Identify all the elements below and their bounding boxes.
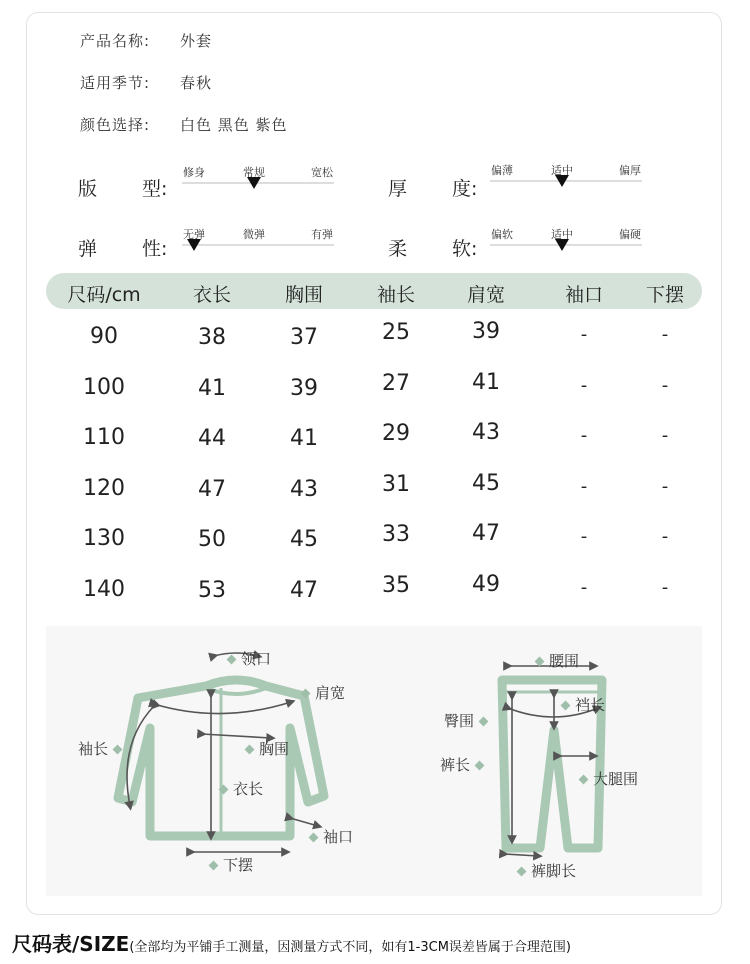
table-cell: 27 [382,370,410,396]
table-cell: - [580,374,588,396]
scale-option: 偏软 [491,228,513,241]
diamond-icon [219,785,229,795]
table-cell: 130 [83,526,125,552]
chest-label: 胸围 [240,738,289,759]
table-cell: 41 [198,375,226,401]
table-cell: 110 [83,425,125,451]
table-cell: 90 [90,324,118,349]
table-header-cell: 袖长 [376,284,416,306]
table-cell: 33 [382,522,410,548]
table-header-cell: 胸围 [284,284,324,306]
table-cell: 47 [198,476,226,502]
softness-label-a: 柔 [388,238,408,260]
collar-label: 领口 [222,648,271,669]
hem-label: 下摆 [204,854,253,875]
season-value: 春秋 [180,74,213,92]
cuff-label: 袖口 [304,826,353,847]
diamond-icon [535,657,545,667]
table-cell: - [661,425,669,447]
diamond-icon [579,775,589,785]
table-cell: 44 [198,426,226,452]
measurement-diagram [46,626,702,896]
scale-option: 微弹 [243,228,265,241]
length-label: 衣长 [214,778,263,799]
color-label: 颜色选择: [80,116,151,134]
waist-label: 腰围 [530,650,579,671]
table-cell: - [580,577,588,598]
diamond-icon [245,745,255,755]
product-name-label: 产品名称: [80,32,151,50]
hip-label: 臀围 [444,710,493,731]
selected-marker-icon [247,177,261,189]
color-row [80,114,288,135]
table-header-bar [46,273,702,309]
table-cell: - [661,526,669,548]
shoulder-label: 肩宽 [296,682,345,703]
table-cell: - [580,526,588,548]
table-cell: 53 [198,578,226,603]
table-cell: 47 [472,521,500,547]
table-cell: - [580,475,588,497]
softness-scale [490,222,642,262]
scale-option: 无弹 [183,228,205,241]
product-name-value: 外套 [180,32,213,50]
table-cell: 140 [83,577,125,602]
scale-option: 修身 [183,166,205,179]
thickness-label-b: 度: [452,178,478,200]
table-cell: 39 [472,319,500,344]
pants-length-label: 裤长 [440,754,489,775]
footer-title: 尺码表/SIZE [12,932,130,956]
table-cell: 43 [472,420,500,446]
table-cell: 25 [382,320,410,345]
scale-option: 适中 [551,164,573,177]
softness-label-b: 软: [452,238,478,260]
table-cell: - [661,475,669,497]
elasticity-scale [182,222,334,262]
table-cell: - [580,425,588,447]
table-cell: 45 [472,470,500,496]
scale-option: 偏薄 [491,164,513,177]
fit-scale [182,160,334,200]
table-header-cell: 袖口 [564,284,604,306]
table-cell: 37 [290,325,318,350]
table-cell: 31 [382,471,410,497]
diamond-icon [309,833,319,843]
diamond-icon [227,655,237,665]
table-cell: 45 [290,527,318,553]
table-cell: 50 [198,527,226,553]
elasticity-label-b: 性: [142,238,168,260]
diamond-icon [113,745,123,755]
table-cell: 38 [198,325,226,350]
season-label: 适用季节: [80,74,151,92]
table-header-cell: 尺码/cm [67,284,141,306]
selected-marker-icon [555,175,569,187]
elasticity-label-a: 弹 [78,238,98,260]
table-header-cell: 衣长 [192,284,232,306]
table-cell: 35 [382,573,410,598]
leg-opening-label: 裤脚长 [512,860,576,881]
table-cell: - [580,324,588,345]
garment-illustration [46,626,702,896]
footer-note: (全部均为平铺手工测量，因测量方式不同，如有1-3CM误差皆属于合理范围) [129,940,571,955]
fit-label-a: 版 [78,178,98,200]
sleeve-label: 袖长 [78,738,127,759]
thickness-scale [490,158,642,198]
scale-line [182,244,334,246]
footer-caption [12,928,571,957]
table-cell: 120 [83,475,125,501]
diamond-icon [209,861,219,871]
thigh-label: 大腿围 [574,768,638,789]
table-cell: 29 [382,421,410,447]
table-cell: 100 [83,374,125,400]
scale-option: 偏硬 [619,228,641,241]
scale-option: 偏厚 [619,164,641,177]
table-cell: 41 [290,426,318,452]
diamond-icon [561,701,571,711]
scale-option: 常规 [243,166,265,179]
color-value: 白色 黑色 紫色 [180,116,288,134]
selected-marker-icon [187,239,201,251]
table-cell: - [661,577,669,598]
table-cell: - [661,374,669,396]
table-cell: 49 [472,572,500,597]
table-cell: 41 [472,369,500,395]
diamond-icon [479,717,489,727]
fit-label-b: 型: [142,178,168,200]
jacket-outline [118,680,324,836]
season-row [80,72,213,93]
table-cell: 43 [290,476,318,502]
rise-label: 裆长 [556,694,605,715]
diamond-icon [301,689,311,699]
product-name-row [80,30,213,51]
table-header-cell: 肩宽 [466,284,506,306]
table-header-cell: 下摆 [645,284,685,306]
scale-option: 有弹 [311,228,333,241]
thickness-label-a: 厚 [388,178,408,200]
diamond-icon [517,867,527,877]
table-cell: 47 [290,578,318,603]
table-cell: - [661,324,669,345]
scale-option: 宽松 [311,166,333,179]
selected-marker-icon [555,239,569,251]
table-cell: 39 [290,375,318,401]
diamond-icon [475,761,485,771]
scale-option: 适中 [551,228,573,241]
